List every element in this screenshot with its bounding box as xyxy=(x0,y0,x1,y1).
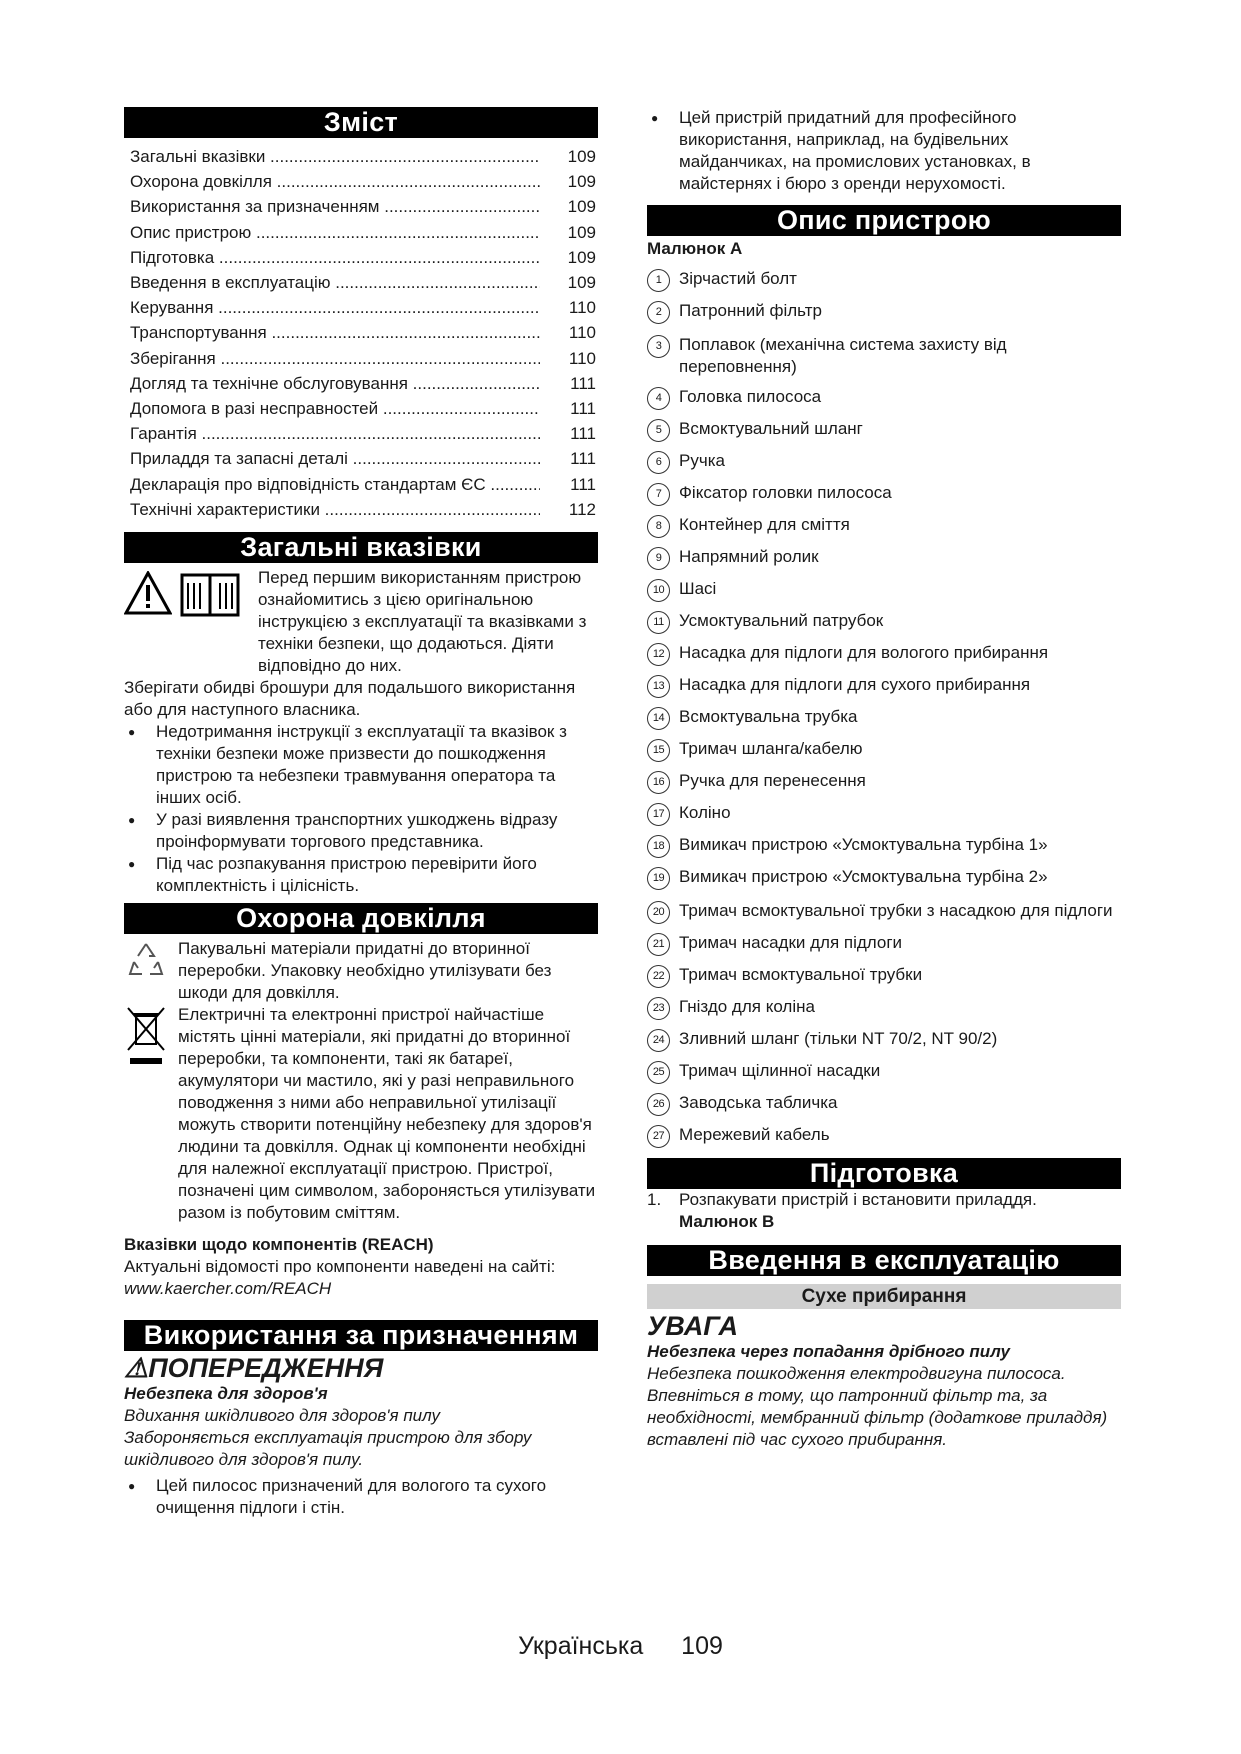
legend-label: Ручка для перенесення xyxy=(679,771,866,790)
toc-entry-title: Зберігання ..... xyxy=(130,346,540,371)
toc-entry-title: Підготовка ..... xyxy=(130,245,540,270)
manual-book-icon xyxy=(180,571,240,617)
toc-entry-page: 112 xyxy=(568,499,596,519)
legend-label: Вимикач пристрою «Усмоктувальна турбіна 1» xyxy=(679,835,1048,854)
device-title: Опис пристрою xyxy=(647,205,1121,236)
usage-hazard: Небезпека для здоров'я xyxy=(124,1384,328,1404)
legend-number-badge: 14 xyxy=(647,707,670,730)
toc-entry-page: 109 xyxy=(567,197,596,217)
toc-entry-page: 111 xyxy=(570,399,596,419)
prep-step: 1. Розпакувати пристрій і встановити приладдя. xyxy=(647,1190,1037,1209)
reach-link[interactable]: www.kaercher.com/REACH xyxy=(124,1279,332,1299)
toc-row[interactable] xyxy=(124,396,598,421)
legend-number-badge: 12 xyxy=(647,643,670,666)
startup-text-1: Небезпека пошкодження електродвигуна пилососа. xyxy=(647,1364,1066,1383)
legend-number-badge: 10 xyxy=(647,579,670,602)
toc-entry-title: Транспортування ..... xyxy=(130,320,540,345)
toc-row[interactable] xyxy=(124,320,598,345)
legend-item xyxy=(647,514,1121,538)
legend-item xyxy=(647,770,1121,794)
legend-label: Тримач всмоктувальної трубки з насадкою для підлоги xyxy=(679,901,1113,920)
startup-subtitle: Сухе прибирання xyxy=(647,1284,1121,1309)
toc-entry-title: Декларація про відповідність стандартам ЄС ..... xyxy=(130,472,540,497)
reach-text: Актуальні відомості про компоненти наведені на сайті: www.kaercher.com/REACH xyxy=(124,1257,556,1299)
device-legend xyxy=(647,268,1121,1148)
legend-number-badge: 16 xyxy=(647,771,670,794)
toc-entry-title: Опис пристрою ..... xyxy=(130,220,540,245)
toc-row[interactable] xyxy=(124,346,598,371)
toc-entry-page: 111 xyxy=(570,449,596,469)
legend-label: Насадка для підлоги для вологого прибирання xyxy=(679,643,1049,662)
toc-entry-title: Догляд та технічне обслуговування ..... xyxy=(130,371,540,396)
toc-entry-title: Введення в експлуатацію ..... xyxy=(130,270,540,295)
startup-title: Введення в експлуатацію xyxy=(647,1245,1121,1276)
legend-number-badge: 3 xyxy=(647,335,670,358)
legend-item xyxy=(647,900,1121,924)
usage-hazard-2: Забороняється експлуатація пристрою для збору шкідливого для здоров'я пилу. xyxy=(124,1428,532,1470)
toc-row[interactable] xyxy=(124,497,598,522)
legend-label: Тримач насадки для підлоги xyxy=(679,933,903,952)
general-keep: Зберігати обидві брошури для подальшого використання або для наступного власника. xyxy=(124,678,576,720)
table-of-contents xyxy=(124,144,598,522)
legend-number-badge: 9 xyxy=(647,547,670,570)
prep-figure-label: Малюнок B xyxy=(679,1212,775,1231)
legend-item xyxy=(647,866,1121,890)
legend-item xyxy=(647,932,1121,956)
legend-item xyxy=(647,450,1121,474)
legend-label: Тримач всмоктувальної трубки xyxy=(679,965,923,984)
toc-entry-page: 111 xyxy=(570,424,596,444)
usage-title: Використання за призначенням xyxy=(124,1320,598,1351)
legend-number-badge: 23 xyxy=(647,997,670,1020)
legend-number-badge: 19 xyxy=(647,867,670,890)
toc-entry-page: 109 xyxy=(567,147,596,166)
env-title: Охорона довкілля xyxy=(124,903,598,934)
legend-item xyxy=(647,1060,1121,1084)
legend-label: Всмоктувальний шланг xyxy=(679,419,863,438)
general-bullet-3: ● Під час розпакування пристрою перевірити його комплектність і цілісність. xyxy=(124,853,598,897)
legend-number-badge: 1 xyxy=(647,269,670,292)
legend-item xyxy=(647,300,1121,324)
warning-triangle-icon xyxy=(124,571,172,615)
toc-entry-page: 109 xyxy=(567,273,596,293)
toc-entry-page: 109 xyxy=(567,247,596,267)
legend-number-badge: 24 xyxy=(647,1029,670,1052)
legend-item xyxy=(647,268,1121,292)
legend-number-badge: 20 xyxy=(647,901,670,924)
legend-label: Насадка для підлоги для сухого прибирання xyxy=(679,675,1031,694)
general-bullet-2: ● У разі виявлення транспортних ушкоджень відразу проінформувати торгового представника. xyxy=(124,809,598,853)
toc-row[interactable] xyxy=(124,220,598,245)
legend-label: Вимикач пристрою «Усмоктувальна турбіна 2» xyxy=(679,867,1048,886)
legend-item xyxy=(647,674,1121,698)
legend-label: Тримач щілинної насадки xyxy=(679,1061,881,1080)
toc-row[interactable] xyxy=(124,194,598,219)
legend-number-badge: 2 xyxy=(647,301,670,324)
legend-label: Головка пилососа xyxy=(679,387,822,406)
toc-entry-title: Технічні характеристики ..... xyxy=(130,497,540,522)
recycle-icon xyxy=(124,938,168,982)
toc-entry-title: Охорона довкілля ..... xyxy=(130,169,540,194)
toc-row[interactable] xyxy=(124,421,598,446)
legend-label: Патронний фільтр xyxy=(679,301,822,320)
legend-label: Фіксатор головки пилососа xyxy=(679,483,892,502)
caution-heading: УВАГА xyxy=(647,1311,738,1341)
legend-label: Шасі xyxy=(679,579,717,598)
legend-label: Мережевий кабель xyxy=(679,1125,830,1144)
toc-entry-title: Загальні вказівки ..... xyxy=(130,144,540,169)
toc-entry-page: 110 xyxy=(568,348,596,368)
toc-entry-title: Приладдя та запасні деталі ..... xyxy=(130,446,540,471)
legend-item xyxy=(647,334,1121,378)
legend-item xyxy=(647,1092,1121,1116)
legend-item xyxy=(647,706,1121,730)
toc-entry-page: 111 xyxy=(570,474,596,494)
legend-label: Тримач шланга/кабелю xyxy=(679,739,863,758)
toc-entry-title: Допомога в разі несправностей ..... xyxy=(130,396,540,421)
legend-number-badge: 27 xyxy=(647,1125,670,1148)
page-footer xyxy=(0,1632,1241,1661)
legend-number-badge: 25 xyxy=(647,1061,670,1084)
toc-row[interactable] xyxy=(124,144,598,169)
usage-bullet-2: ● Цей пристрій придатний для професійного використання, наприклад, на будівельних майданчиках, на промислових установках, в майстернях і бюро з оренди нерухомості. xyxy=(647,107,1121,195)
legend-number-badge: 18 xyxy=(647,835,670,858)
crossed-bin-icon xyxy=(124,1004,168,1068)
legend-item xyxy=(647,996,1121,1020)
legend-number-badge: 4 xyxy=(647,387,670,410)
legend-item xyxy=(647,578,1121,602)
device-figure-label: Малюнок A xyxy=(647,239,743,258)
toc-entry-page: 111 xyxy=(570,373,596,393)
legend-number-badge: 17 xyxy=(647,803,670,826)
legend-number-badge: 7 xyxy=(647,483,670,506)
legend-number-badge: 15 xyxy=(647,739,670,762)
legend-label: Поплавок (механічна система захисту від переповнення) xyxy=(679,335,1007,376)
right-column xyxy=(647,107,1121,1451)
toc-row[interactable] xyxy=(124,295,598,320)
legend-item xyxy=(647,738,1121,762)
legend-label: Коліно xyxy=(679,803,731,822)
legend-label: Заводська табличка xyxy=(679,1093,838,1112)
general-bullet-1: ● Недотримання інструкції з експлуатації та вказівок з техніки безпеки може призвести до пошкодження пристрою та небезпеки травмування оператора та інших осіб. xyxy=(124,721,598,809)
toc-row[interactable] xyxy=(124,245,598,270)
usage-bullet-1: ● Цей пилосос призначений для вологого та сухого очищення підлоги і стін. xyxy=(124,1475,598,1519)
legend-number-badge: 6 xyxy=(647,451,670,474)
legend-item xyxy=(647,546,1121,570)
toc-row[interactable] xyxy=(124,169,598,194)
legend-item xyxy=(647,802,1121,826)
toc-entry-page: 110 xyxy=(568,323,596,343)
legend-label: Напрямний ролик xyxy=(679,547,819,566)
toc-entry-title: Гарантія ..... xyxy=(130,421,540,446)
toc-title: Зміст xyxy=(124,107,598,138)
legend-number-badge: 11 xyxy=(647,611,670,634)
toc-entry-page: 110 xyxy=(568,298,596,318)
legend-label: Зливний шланг (тільки NT 70/2, NT 90/2) xyxy=(679,1029,998,1048)
usage-hazard-1: Вдихання шкідливого для здоров'я пилу xyxy=(124,1406,441,1426)
legend-label: Зірчастий болт xyxy=(679,269,797,288)
legend-number-badge: 26 xyxy=(647,1093,670,1116)
legend-number-badge: 13 xyxy=(647,675,670,698)
legend-label: Гніздо для коліна xyxy=(679,997,815,1016)
legend-item xyxy=(647,482,1121,506)
toc-row[interactable] xyxy=(124,446,598,471)
env-weee-text: Електричні та електронні пристрої найчастіше містять цінні матеріали, які придатні до вторинної переробки, та компоненти, такі як батареї, акумулятори чи мастило, які у разі неправильного поводження з ними або неправильної утилізації можуть створити потенційну небезпеку для здоров'я людини та довкілля. Однак ці компоненти необхідні для належної експлуатації пристрою. Пристрої, позначені цим символом, заборонясться утилізувати разом із побутовим сміттям. xyxy=(178,1005,596,1223)
legend-item xyxy=(647,418,1121,442)
legend-number-badge: 5 xyxy=(647,419,670,442)
legend-number-badge: 8 xyxy=(647,515,670,538)
prep-title: Підготовка xyxy=(647,1158,1121,1189)
icons-group xyxy=(124,567,258,677)
legend-number-badge: 22 xyxy=(647,965,670,988)
footer-page-number: 109 xyxy=(681,1632,723,1660)
general-title: Загальні вказівки xyxy=(124,532,598,563)
general-intro: Перед першим використанням пристрою ознайомитись з цією оригінальною інструкцією з експлуатації та вказівками з техніки безпеки, що додаються. Діяти відповідно до них. xyxy=(258,568,587,676)
toc-entry-page: 109 xyxy=(567,222,596,242)
legend-item xyxy=(647,834,1121,858)
toc-entry-title: Використання за призначенням ..... xyxy=(130,194,540,219)
left-column xyxy=(124,107,598,1519)
reach-title: Вказівки щодо компонентів (REACH) xyxy=(124,1235,434,1255)
warning-heading: ⚠ПОПЕРЕДЖЕННЯ xyxy=(124,1353,384,1384)
legend-label: Всмоктувальна трубка xyxy=(679,707,858,726)
toc-row[interactable] xyxy=(124,270,598,295)
toc-entry-page: 109 xyxy=(567,172,596,192)
legend-item xyxy=(647,1124,1121,1148)
toc-entry-title: Керування ..... xyxy=(130,295,540,320)
legend-item xyxy=(647,386,1121,410)
legend-label: Ручка xyxy=(679,451,725,470)
startup-hazard: Небезпека через попадання дрібного пилу xyxy=(647,1342,1011,1361)
warning-sign-icon: ⚠ xyxy=(124,1353,149,1384)
startup-text-2: Впевніться в тому, що патронний фільтр та, за необхідності, мембранний фільтр (додаткове приладдя) вставлені під час сухого прибирання. xyxy=(647,1386,1108,1449)
footer-language: Українська xyxy=(518,1632,644,1660)
legend-item xyxy=(647,610,1121,634)
legend-item xyxy=(647,964,1121,988)
toc-row[interactable] xyxy=(124,371,598,396)
legend-label: Усмоктувальний патрубок xyxy=(679,611,884,630)
legend-label: Контейнер для сміття xyxy=(679,515,850,534)
env-recycle-text: Пакувальні матеріали придатні до вторинної переробки. Упаковку необхідно утилізувати без шкоди для довкілля. xyxy=(178,939,552,1003)
legend-item xyxy=(647,642,1121,666)
toc-row[interactable] xyxy=(124,472,598,497)
legend-number-badge: 21 xyxy=(647,933,670,956)
legend-item xyxy=(647,1028,1121,1052)
